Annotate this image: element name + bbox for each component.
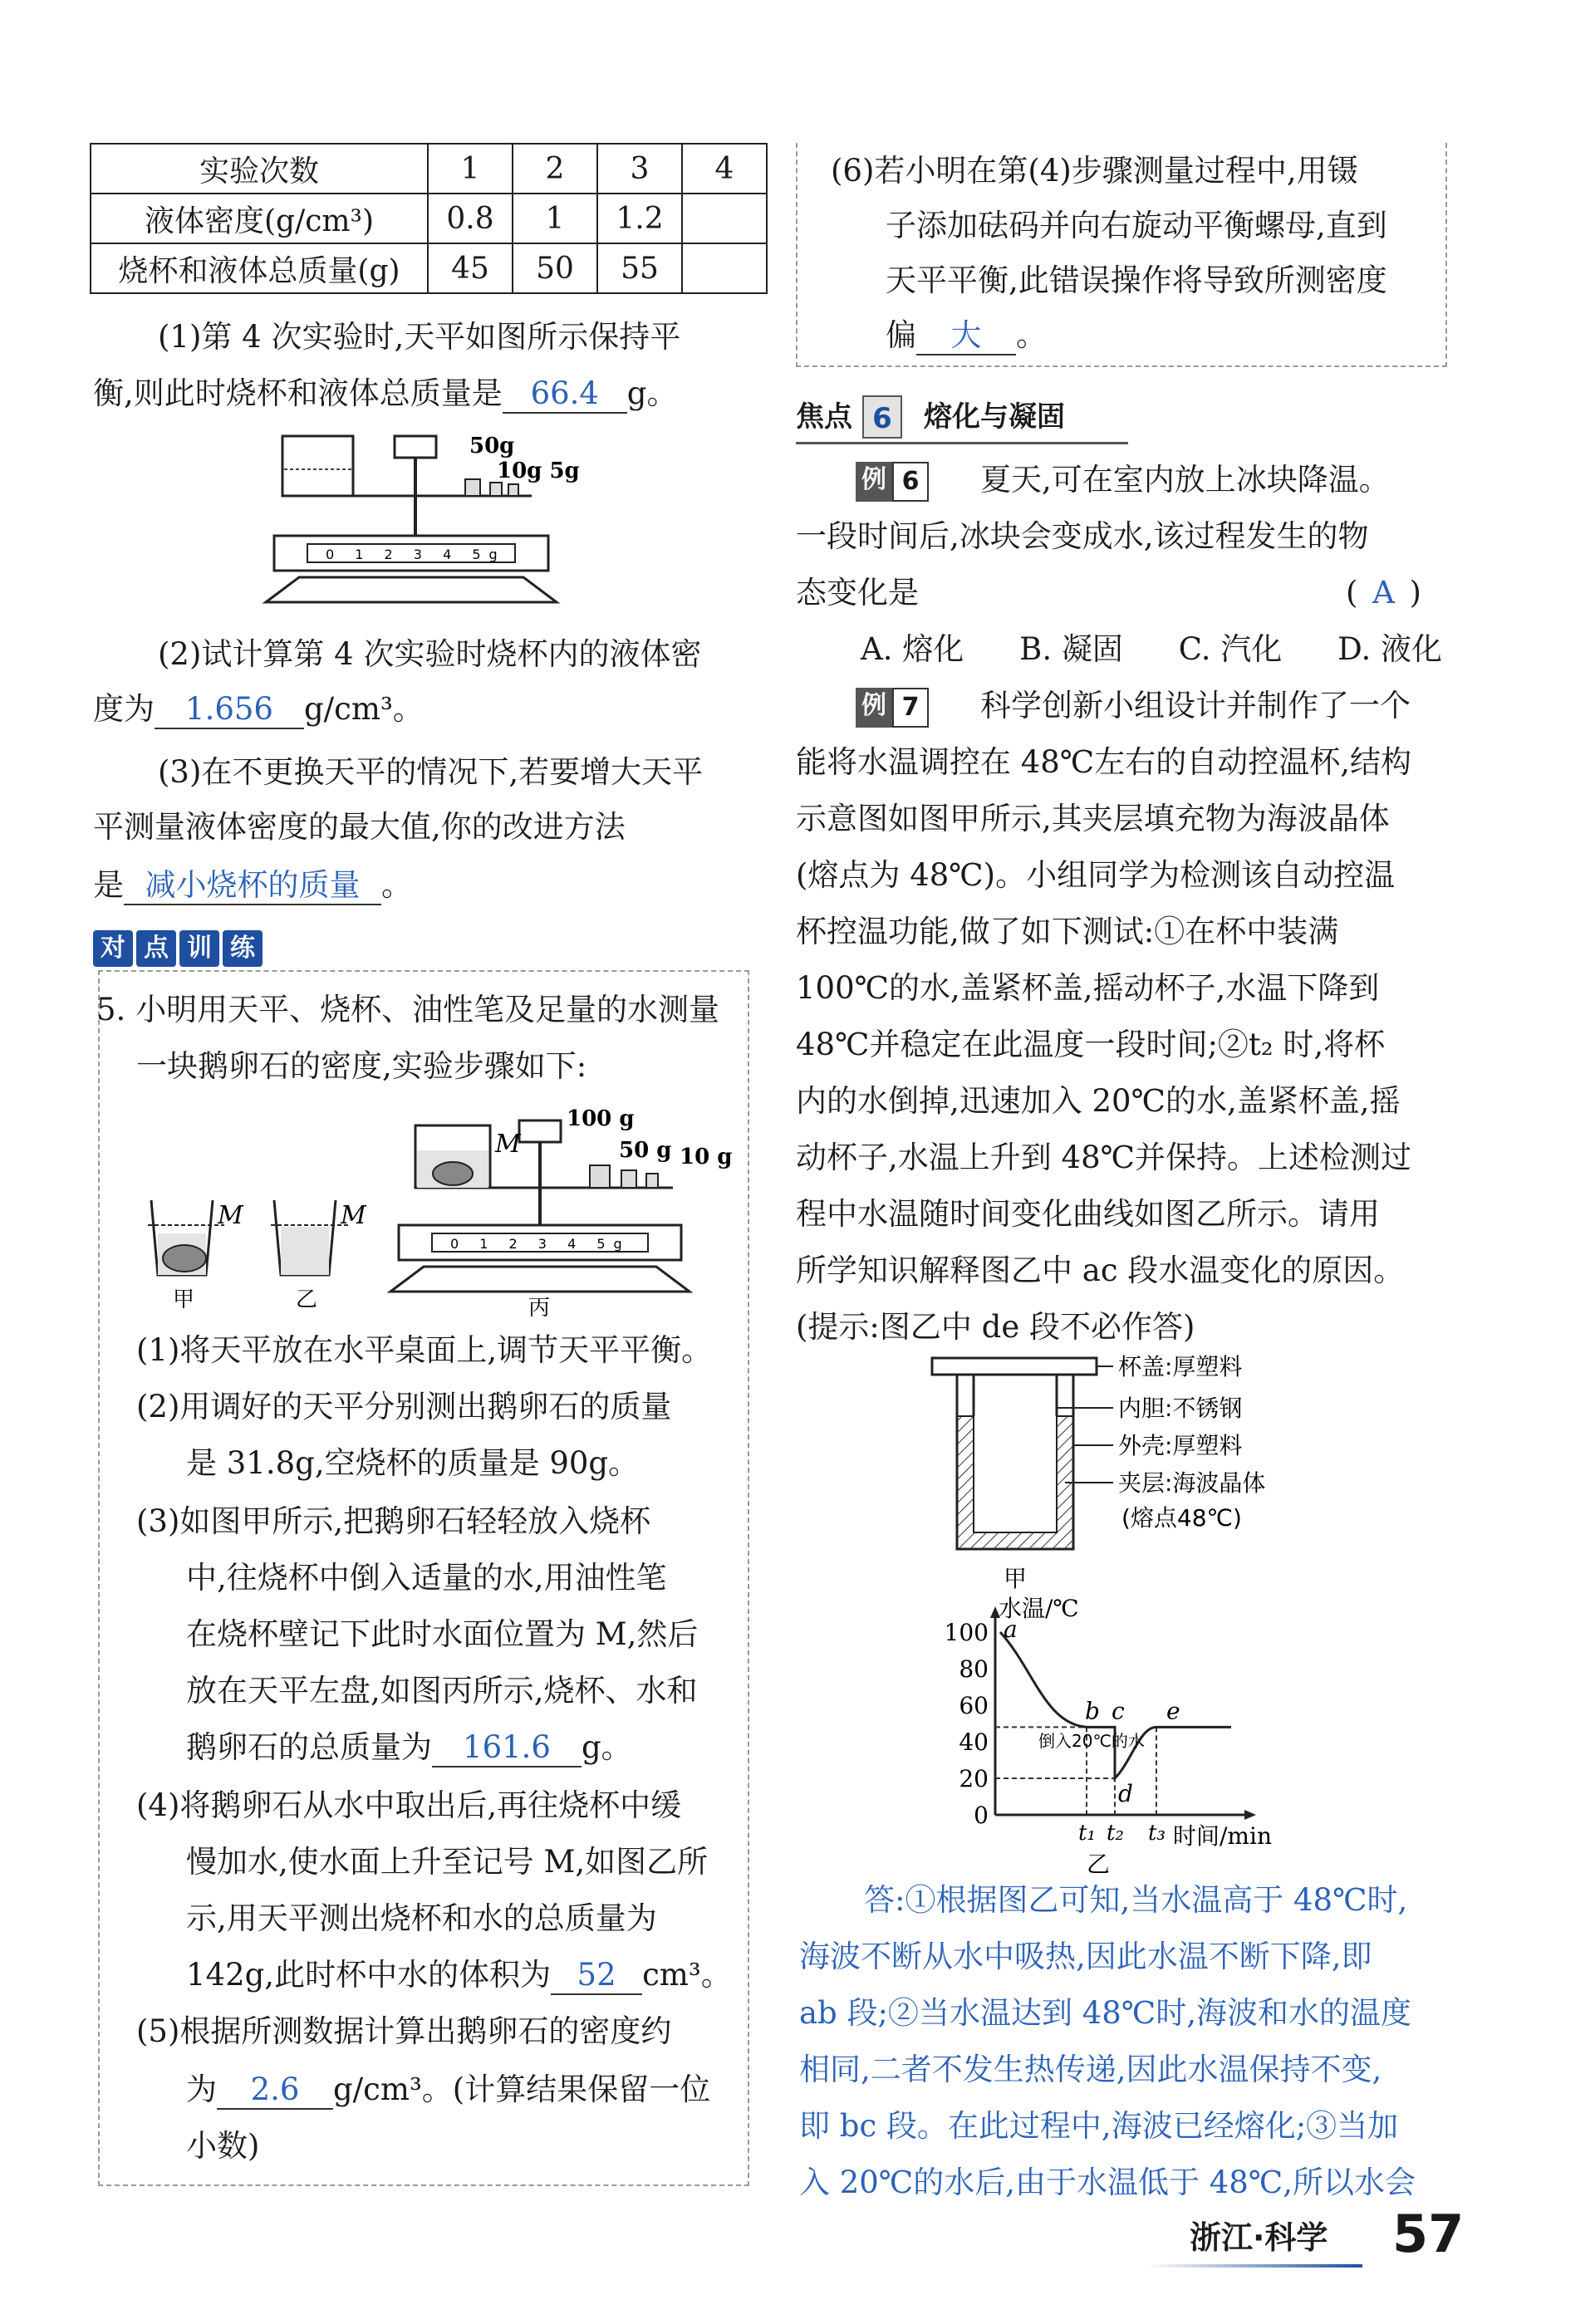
answer7-text-a: 答:①根据图乙可知,当水温高于 48℃时, — [864, 1882, 1408, 1918]
q1-text: (1)第 4 次实验时,天平如图所示保持平 — [158, 319, 681, 355]
ex6-text-b: 一段时间后,冰块会变成水,该过程发生的物 — [796, 518, 1369, 554]
p5-step3-unit: g。 — [582, 1729, 632, 1765]
q3-text-c — [93, 864, 412, 907]
p5-step4-unit: cm³。 — [642, 1957, 732, 1993]
table-cell: 1 — [513, 194, 597, 243]
table-cell: 实验次数 — [91, 144, 428, 194]
answer7-text-d: 相同,二者不发生热传递,因此水温保持不变, — [799, 2052, 1382, 2087]
focus-heading — [796, 395, 1065, 439]
p5-step4c: 示,用天平测出烧杯和水的总质量为 — [186, 1900, 657, 1936]
weight-50g-label: 50g — [469, 434, 515, 458]
training-tag — [93, 930, 263, 967]
q6-text-d — [886, 314, 1047, 357]
weight-5g: 5g — [549, 458, 580, 483]
training-char: 练 — [223, 930, 263, 967]
ex6-answer: A — [1372, 575, 1395, 610]
answer7-text-b: 海波不断从水中吸热,因此水温不断下降,即 — [799, 1939, 1372, 1974]
example-7-tag — [856, 688, 929, 728]
p5-step5a: (5)根据所测数据计算出鹅卵石的密度约 — [136, 2013, 672, 2049]
p5-step4b: 慢加水,使水面上升至记号 M,如图乙所 — [186, 1844, 709, 1880]
q6-end: 。 — [1016, 317, 1047, 353]
ex7-text-f: 100℃的水,盖紧杯盖,摇动杯子,水温下降到 — [796, 970, 1380, 1006]
p5-step4a: (4)将鹅卵石从水中取出后,再往烧杯中缓 — [136, 1787, 682, 1823]
q3-answer: 减小烧杯的质量 — [124, 867, 381, 905]
y-tick-label: 20 — [959, 1765, 989, 1792]
cup-label-melt: (熔点48℃) — [1121, 1504, 1242, 1532]
x-tick-label: t₂ — [1107, 1821, 1124, 1846]
focus-title: 熔化与凝固 — [924, 400, 1065, 434]
ex7-text-d: (熔点为 48℃)。小组同学为检测该自动控温 — [796, 857, 1396, 893]
ex6-text-c: 态变化是 — [796, 575, 919, 610]
training-char: 训 — [179, 930, 219, 967]
answer7-text-e: 即 bc 段。在此过程中,海波已经熔化;③当加 — [799, 2108, 1399, 2144]
point-label-b: b — [1085, 1697, 1100, 1725]
x-axis-arrow — [1244, 1810, 1256, 1820]
point-label-a: a — [1004, 1616, 1018, 1643]
training-char: 点 — [136, 930, 176, 967]
bracket-left: ( — [1346, 575, 1358, 610]
ex7-text-b: 能将水温调控在 48℃左右的自动控温杯,结构 — [796, 744, 1411, 780]
table-row — [91, 194, 767, 243]
focus-label: 焦点 — [796, 400, 852, 434]
q1-prompt: 衡,则此时烧杯和液体总质量是 — [93, 375, 503, 411]
q1-answer: 66.4 — [503, 375, 627, 414]
ex6-options — [861, 628, 1442, 671]
q6-text-b: 子添加砝码并向右旋动平衡螺母,直到 — [886, 208, 1387, 243]
balance-figure-1 — [249, 428, 582, 606]
table-cell — [682, 194, 767, 243]
y-ticks — [945, 1619, 989, 1829]
table-cell: 2 — [513, 144, 597, 194]
p5-step4-prompt: 142g,此时杯中水的体积为 — [186, 1957, 552, 1993]
p5-step2b: 是 31.8g,空烧杯的质量是 90g。 — [186, 1445, 640, 1481]
ex7-text-l: (提示:图乙中 de 段不必作答) — [796, 1309, 1195, 1345]
weight-100g-label: 100 g — [567, 1106, 635, 1131]
ex7-text-g: 48℃并稳定在此温度一段时间;②t₂ 时,将杯 — [796, 1027, 1386, 1062]
p5-step3b: 中,往烧杯中倒入适量的水,用油性笔 — [186, 1560, 667, 1596]
table-cell: 烧杯和液体总质量(g) — [91, 243, 428, 293]
table-cell: 50 — [513, 243, 597, 293]
ex6-text-a: 夏天,可在室内放上冰块降温。 — [980, 462, 1390, 498]
x-ticks — [1078, 1821, 1166, 1846]
bracket-right: ) — [1409, 575, 1421, 610]
weight-10g-label: 10 g — [680, 1145, 733, 1169]
example-label: 例 — [856, 688, 892, 728]
y-tick-label: 80 — [959, 1655, 989, 1683]
q1-unit: g。 — [626, 375, 678, 411]
p5-step5c: 小数) — [186, 2128, 260, 2164]
y-axis-label: 水温/℃ — [999, 1595, 1079, 1622]
y-tick-label: 0 — [974, 1802, 989, 1829]
cup-label-liner: 内胆:不锈钢 — [1118, 1395, 1243, 1422]
example-number: 6 — [892, 462, 929, 502]
y-tick-label: 40 — [959, 1728, 989, 1756]
x-tick-label: t₁ — [1078, 1821, 1096, 1846]
p5-step1: (1)将天平放在水平桌面上,调节天平平衡。 — [136, 1332, 713, 1368]
focus-underline — [796, 442, 1128, 444]
x-axis-label: 时间/min — [1173, 1822, 1272, 1850]
q2-text: (2)试计算第 4 次实验时烧杯内的液体密 — [158, 636, 702, 672]
x-tick-label: t₃ — [1148, 1821, 1166, 1846]
p5-step2a: (2)用调好的天平分别测出鹅卵石的质量 — [136, 1389, 672, 1424]
p5-step3e — [186, 1726, 632, 1769]
table-cell: 0.8 — [428, 194, 513, 243]
table-cell — [682, 243, 767, 293]
q3-prompt: 是 — [93, 867, 124, 903]
training-char: 对 — [93, 930, 133, 967]
p5-intro-b: 一块鹅卵石的密度,实验步骤如下: — [136, 1048, 587, 1084]
p5-step5-answer: 2.6 — [217, 2071, 333, 2110]
p5-step3-answer: 161.6 — [432, 1729, 582, 1768]
q6-answer: 大 — [916, 317, 1016, 355]
point-label-c: c — [1112, 1697, 1125, 1725]
weight-50g-label: 50 g — [619, 1138, 672, 1163]
focus-number: 6 — [862, 395, 902, 439]
p5-step3-prompt: 鹅卵石的总质量为 — [186, 1729, 432, 1765]
table-cell: 1.2 — [597, 194, 682, 243]
cup-label-shell: 外壳:厚塑料 — [1118, 1432, 1243, 1459]
q2-answer: 1.656 — [155, 691, 304, 729]
cup-caption: 甲 — [1004, 1565, 1028, 1592]
p5-step3d: 放在天平左盘,如图丙所示,烧杯、水和 — [186, 1673, 698, 1709]
ex7-text-e: 杯控温功能,做了如下测试:①在杯中装满 — [796, 914, 1339, 949]
scale-label: 0 1 2 3 4 5g — [450, 1236, 631, 1252]
q2-unit: g/cm³。 — [304, 691, 424, 727]
q3-text: (3)在不更换天平的情况下,若要增大天平 — [158, 754, 704, 790]
weight-10g-5g-label — [497, 458, 580, 483]
experiment-table — [90, 143, 768, 294]
cup-label-lid: 杯盖:厚塑料 — [1118, 1353, 1243, 1380]
p5-step4-answer: 52 — [551, 1957, 642, 1995]
temperature-chart — [930, 1595, 1346, 1877]
p5-step4d — [186, 1954, 732, 1997]
example-number: 7 — [892, 688, 929, 728]
cup-label-layer: 夹层:海波晶体 — [1118, 1469, 1266, 1497]
example-label: 例 — [856, 462, 892, 502]
ex6-answer-bracket — [1346, 571, 1421, 615]
chart-caption: 乙 — [1087, 1851, 1111, 1877]
q6-text-c: 天平平衡,此错误操作将导致所测密度 — [886, 262, 1387, 298]
table-cell: 55 — [597, 243, 682, 293]
q6-prompt: 偏 — [886, 317, 916, 353]
q2-text-b — [93, 688, 424, 731]
example-6-tag — [856, 462, 929, 502]
fig-label-yi: 乙 — [296, 1287, 318, 1312]
table-cell: 液体密度(g/cm³) — [91, 194, 428, 243]
answer7-text-c: ab 段;②当水温达到 48℃时,海波和水的温度 — [799, 1995, 1411, 2031]
fig-label-bing: 丙 — [528, 1296, 551, 1321]
table-cell: 45 — [428, 243, 513, 293]
ex7-text-k: 所学知识解释图乙中 ac 段水温变化的原因。 — [796, 1253, 1405, 1288]
cup-diagram — [922, 1350, 1354, 1599]
weight-10g: 10g — [497, 458, 542, 483]
p5-step5-unit: g/cm³。(计算结果保留一位 — [333, 2071, 711, 2107]
p5-step5b — [186, 2068, 710, 2111]
point-label-e: e — [1166, 1697, 1180, 1725]
p5-step5-prompt: 为 — [186, 2071, 217, 2107]
table-header-row — [91, 144, 767, 194]
point-label-d: d — [1118, 1780, 1133, 1807]
y-tick-label: 100 — [944, 1619, 989, 1646]
q3-text-b: 平测量液体密度的最大值,你的改进方法 — [93, 809, 626, 845]
table-cell: 1 — [428, 144, 513, 194]
table-cell: 4 — [682, 144, 767, 194]
y-tick-label: 60 — [959, 1692, 989, 1719]
curve-annotation: 倒入20℃的水 — [1038, 1731, 1145, 1751]
q3-end: 。 — [381, 867, 412, 903]
ex7-text-c: 示意图如图甲所示,其夹层填充物为海波晶体 — [796, 801, 1390, 836]
option-d: D. 液化 — [1337, 631, 1442, 667]
p5-step3c: 在烧杯壁记下此时水面位置为 M,然后 — [186, 1616, 699, 1652]
fig-label-jia: 甲 — [173, 1287, 195, 1312]
ex7-text-i: 动杯子,水温上升到 48℃并保持。上述检测过 — [796, 1140, 1411, 1175]
ex7-text-h: 内的水倒掉,迅速加入 20℃的水,盖紧杯盖,摇 — [796, 1083, 1401, 1119]
q2-prompt: 度为 — [93, 691, 155, 727]
ex7-text-a: 科学创新小组设计并制作了一个 — [980, 688, 1411, 723]
footer-rule — [1146, 2264, 1362, 2268]
mark-m-label: M — [218, 1201, 243, 1230]
table-row — [91, 243, 767, 293]
footer-region: 浙江·科学 — [1190, 2219, 1328, 2256]
option-a: A. 熔化 — [861, 631, 964, 667]
p5-figure — [141, 1101, 739, 1321]
option-c: C. 汽化 — [1178, 631, 1283, 667]
page-number: 57 — [1392, 2204, 1465, 2264]
q1-text-b — [93, 372, 677, 415]
scale-label: 0 1 2 3 4 5g — [326, 547, 506, 562]
p5-step3a: (3)如图甲所示,把鹅卵石轻轻放入烧杯 — [136, 1503, 651, 1539]
option-b: B. 凝固 — [1019, 631, 1123, 667]
p5-intro: 5. 小明用天平、烧杯、油性笔及足量的水测量 — [96, 992, 720, 1027]
answer7-text-f: 入 20℃的水后,由于水温低于 48℃,所以水会 — [799, 2165, 1416, 2200]
ex7-text-j: 程中水温随时间变化曲线如图乙所示。请用 — [796, 1196, 1380, 1232]
mark-m-label: M — [495, 1130, 521, 1159]
table-cell: 3 — [597, 144, 682, 194]
mark-m-label: M — [341, 1201, 366, 1230]
q6-text-a: (6)若小明在第(4)步骤测量过程中,用镊 — [831, 153, 1358, 189]
